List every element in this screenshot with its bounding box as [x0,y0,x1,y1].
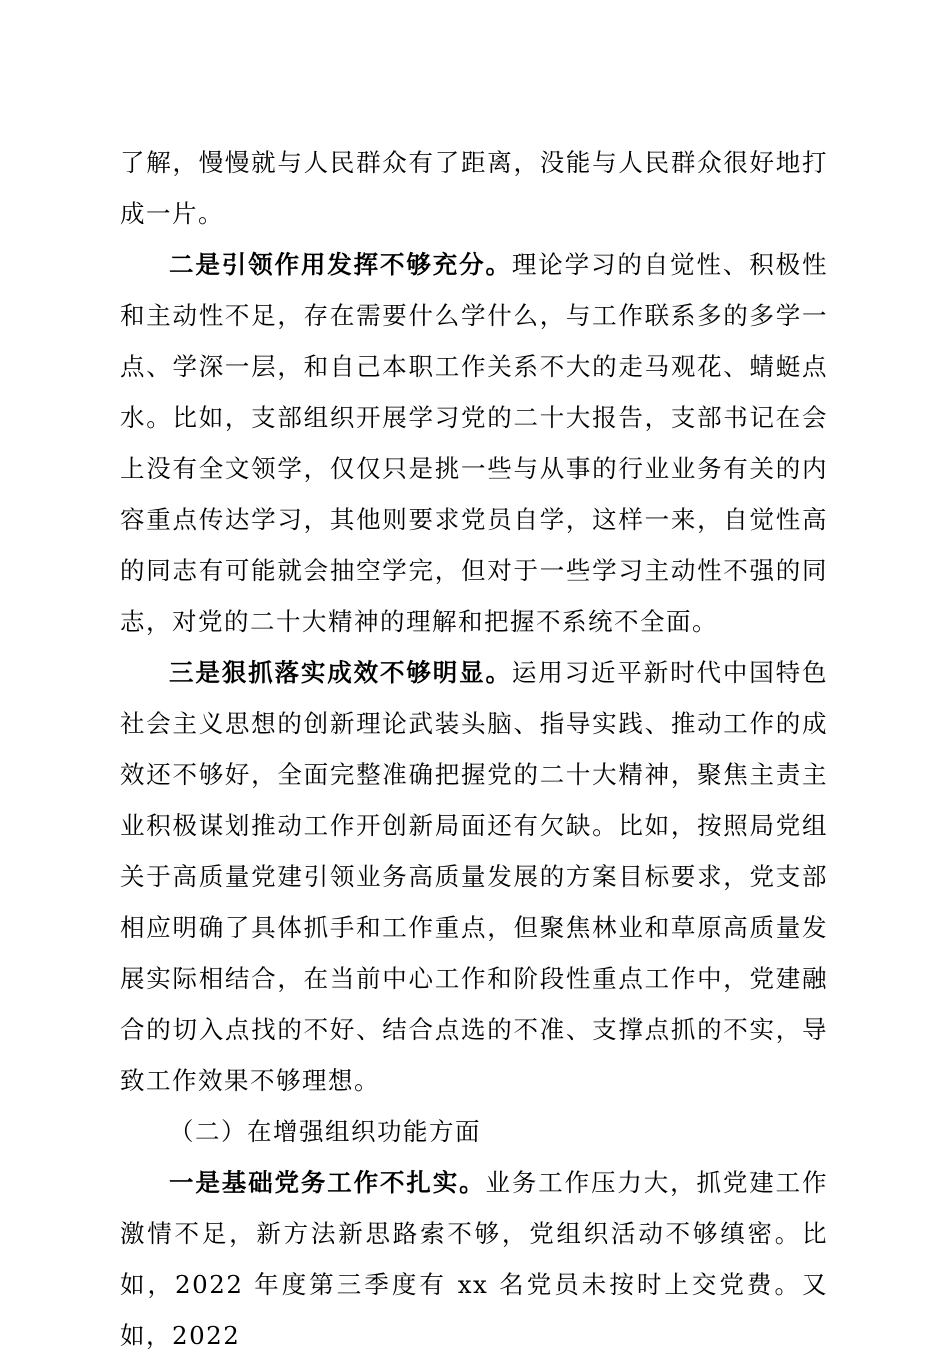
section-heading [120,1106,828,1157]
paragraph-leading-role [120,239,828,647]
paragraph-body: 了解，慢慢就与人民群众有了距离，没能与人民群众很好地打成一片。 [120,148,828,228]
paragraph-continuation [120,137,828,239]
paragraph-body: 理论学习的自觉性、积极性和主动性不足，存在需要什么学什么，与工作联系多的多学一点、学深一层，和自己本职工作关系不大的走马观花、蜻蜓点水。比如，支部组织开展学习党的二十大报告，支部书记在会上没有全文领学，仅仅只是挑一些与从事的行业业务有关的内容重点传达学习，其他则要求党员自学，这样一来，自觉性高的同志有可能就会抽空学完，但对于一些学习主动性不强的同志，对党的二十大精神的理解和把握不系统不全面。 [120,250,828,636]
paragraph-implementation [120,647,828,1106]
paragraph-body: 业务工作压力大，抓党建工作激情不足，新方法新思路索不够，党组织活动不够缜密。比如，2022 年度第三季度有 xx 名党员未按时上交党费。又如，2022 [120,1168,828,1350]
paragraph-body: 运用习近平新时代中国特色社会主义思想的创新理论武装头脑、指导实践、推动工作的成效还不够好，全面完整准确把握党的二十大精神，聚焦主责主业积极谋划推动工作开创新局面还有欠缺。比如，按照局党组关于高质量党建引领业务高质量发展的方案目标要求，党支部相应明确了具体抓手和工作重点，但聚焦林业和草原高质量发展实际相结合，在当前中心工作和阶段性重点工作中，党建融合的切入点找的不好、结合点选的不准、支撑点抓的不实，导致工作效果不够理想。 [120,658,828,1095]
paragraph-lead: 三是狠抓落实成效不够明显。 [169,658,512,687]
paragraph-party-affairs [120,1157,828,1361]
document-body [120,137,828,1361]
section-heading-text: （二）在增强组织功能方面 [169,1117,481,1146]
paragraph-lead: 二是引领作用发挥不够充分。 [169,250,512,279]
paragraph-lead: 一是基础党务工作不扎实。 [169,1168,486,1197]
